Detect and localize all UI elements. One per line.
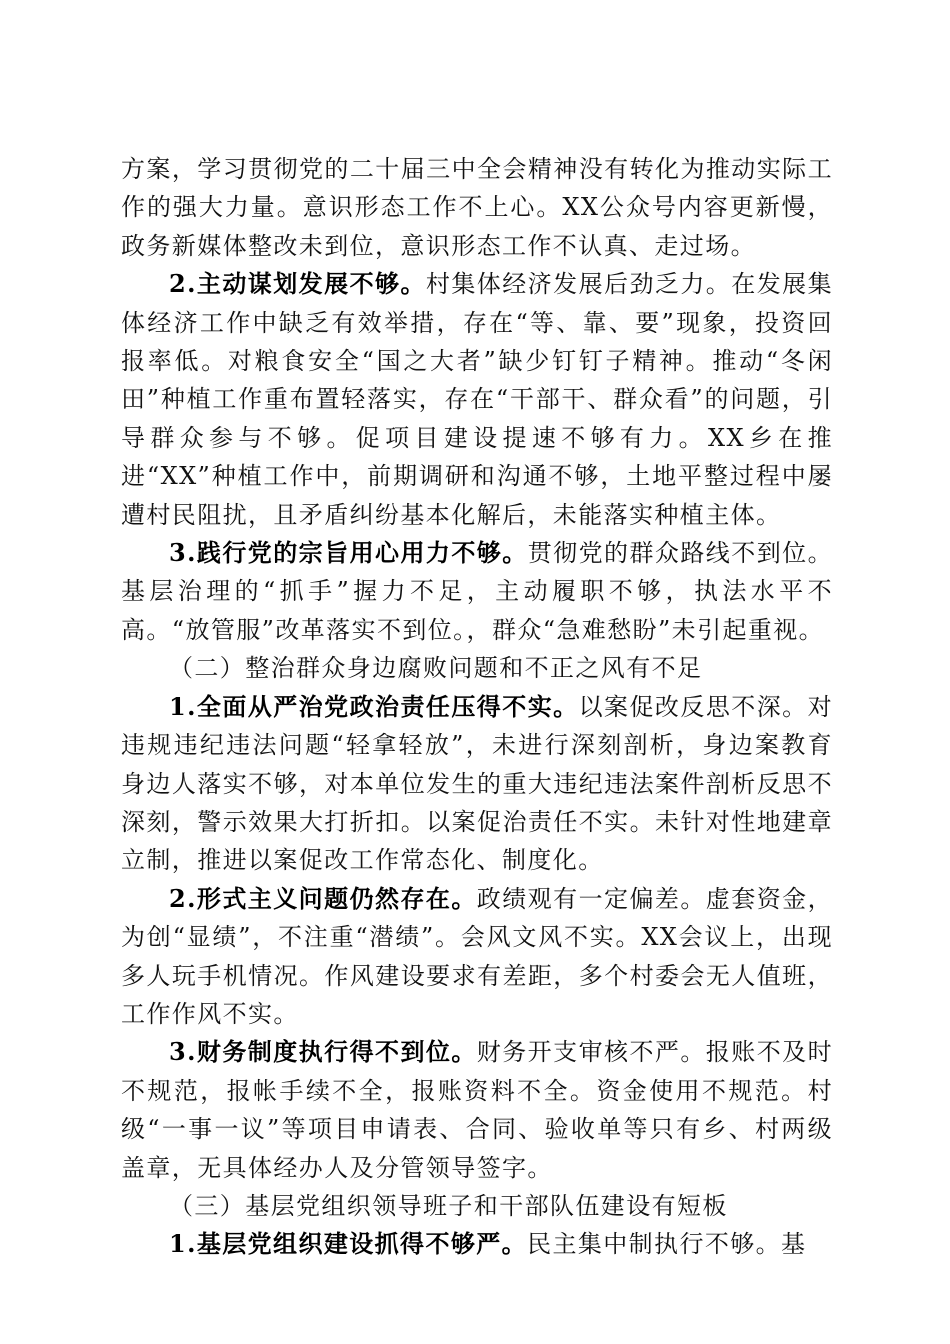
item-heading: 2.主动谋划发展不够。 xyxy=(169,269,426,299)
paragraph-item xyxy=(121,534,833,649)
paragraph-text: 方案，学习贯彻党的二十届三中全会精神没有转化为推动实际工作的强大力量。意识形态工作不上心。XX公众号内容更新慢，政务新媒体整改未到位，意识形态工作不认真、走过场。 xyxy=(121,155,833,260)
section-heading-text: （三）基层党组织领导班子和干部队伍建设有短板 xyxy=(169,1191,728,1220)
paragraph-text: 政绩观有一定偏差。虚套资金，为创“显绩”，不注重“潜绩”。会风文风不实。XX会议上，出现多人玩手机情况。作风建设要求有差距，多个村委会无人值班，工作作风不实。 xyxy=(121,884,833,1028)
item-heading: 1.全面从严治党政治责任压得不实。 xyxy=(169,691,579,721)
paragraph-item xyxy=(121,688,833,880)
paragraph-continuation xyxy=(121,150,833,265)
paragraph-text: 以案促改反思不深。对违规违纪违法问题“轻拿轻放”，未进行深刻剖析，身边案教育身边人落实不够，对本单位发生的重大违纪违法案件剖析反思不深刻，警示效果大打折扣。以案促治责任不实。未针对性地建章立制，推进以案促改工作常态化、制度化。 xyxy=(121,692,834,875)
paragraph-text: 民主集中制执行不够。基 xyxy=(527,1230,807,1259)
item-heading: 3.财务制度执行得不到位。 xyxy=(169,1037,477,1067)
document-body xyxy=(121,150,833,1264)
paragraph-text: 贯彻党的群众路线不到位。基层治理的“抓手”握力不足，主动履职不够，执法水平不高。“放管服”改革落实不到位。，群众“急难愁盼”未引起重视。 xyxy=(121,539,833,644)
paragraph-text: 财务开支审核不严。报账不及时不规范，报帐手续不全，报账资料不全。资金使用不规范。村级“一事一议”等项目申请表、合同、验收单等只有乡、村两级盖章，无具体经办人及分管领导签字。 xyxy=(121,1038,833,1182)
paragraph-item xyxy=(121,1225,833,1263)
item-heading: 2.形式主义问题仍然存在。 xyxy=(169,883,477,913)
paragraph-text: 村集体经济发展后劲乏力。在发展集体经济工作中缺乏有效举措，存在“等、靠、要”现象，投资回报率低。对粮食安全“国之大者”缺少钉钉子精神。推动“冬闲田”种植工作重布置轻落实，存在“干部干、群众看”的问题，引导群众参与不够。促项目建设提速不够有力。XX乡在推进“XX”种植工作中，前期调研和沟通不够，土地平整过程中屡遭村民阻扰，且矛盾纠纷基本化解后，未能落实种植主体。 xyxy=(121,270,833,529)
paragraph-item xyxy=(121,880,833,1034)
item-heading: 3.践行党的宗旨用心用力不够。 xyxy=(169,538,528,568)
section-heading-text: （二）整治群众身边腐败问题和不正之风有不足 xyxy=(169,654,703,683)
section-heading xyxy=(121,649,833,687)
paragraph-item xyxy=(121,265,833,534)
paragraph-item xyxy=(121,1033,833,1187)
section-heading xyxy=(121,1187,833,1225)
item-heading: 1.基层党组织建设抓得不够严。 xyxy=(169,1229,528,1259)
